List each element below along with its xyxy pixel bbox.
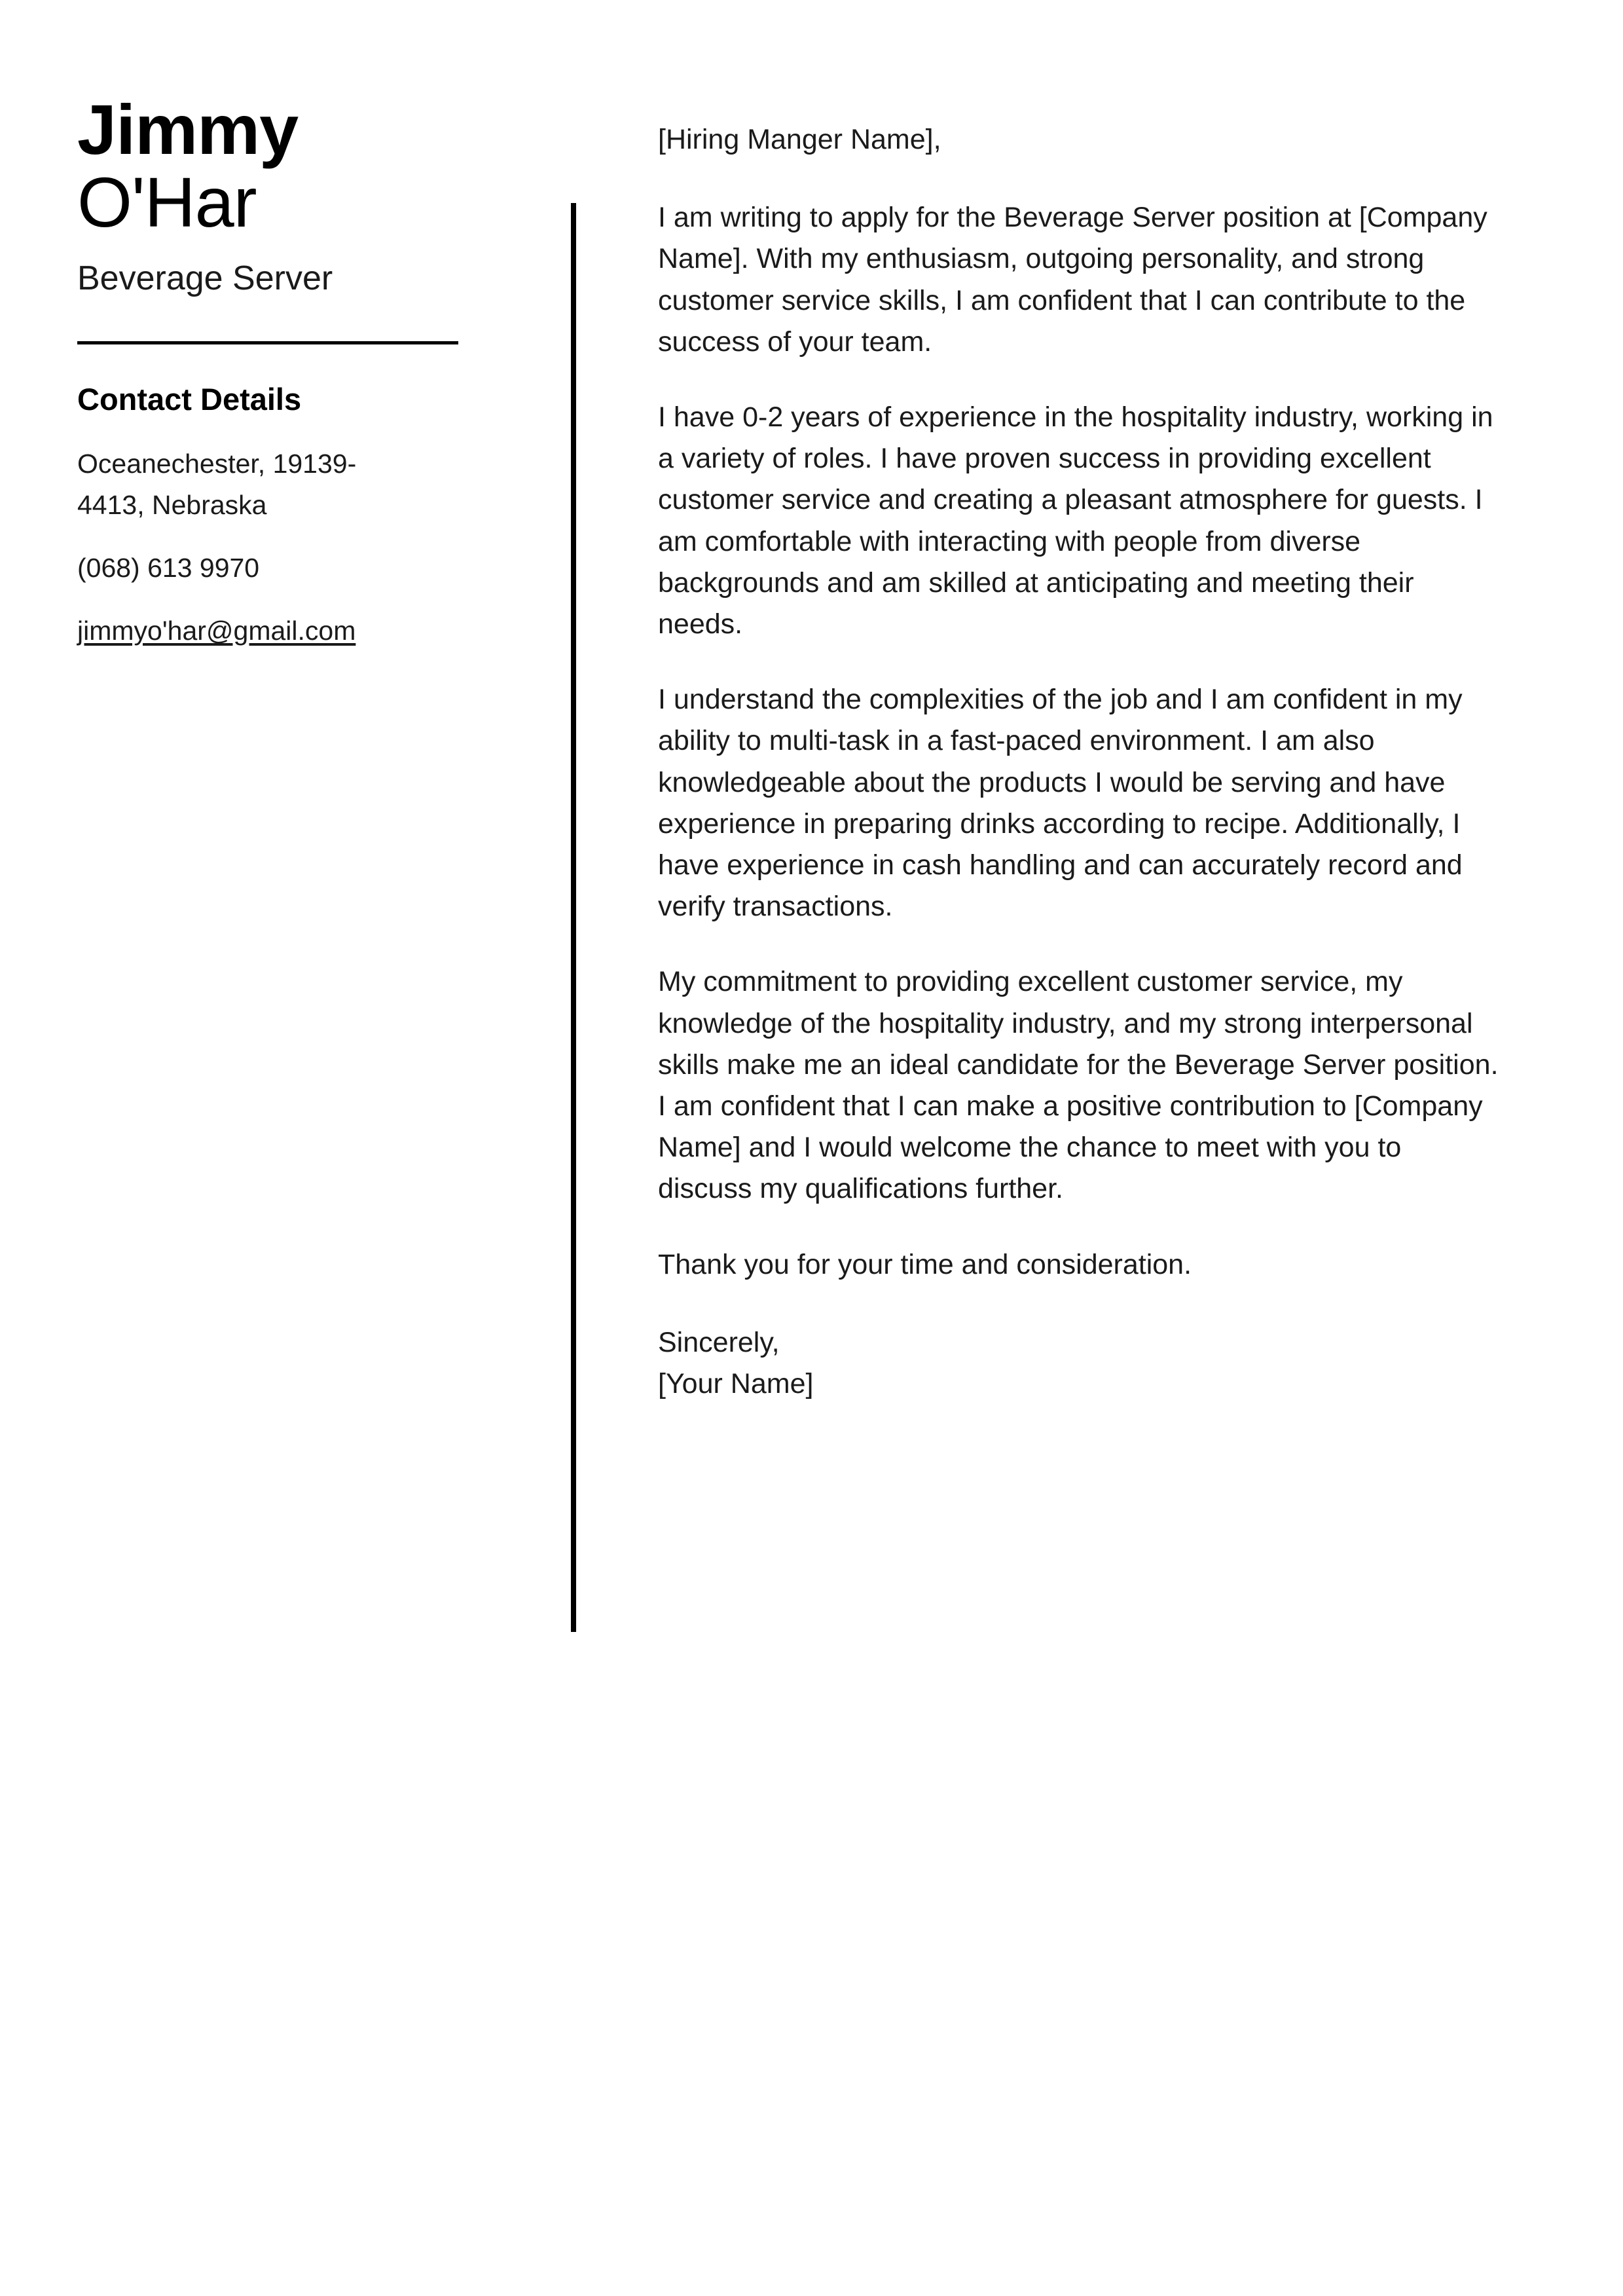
letter-paragraph-4: My commitment to providing excellent customer service, my knowledge of the hospitality industry, and my strong interpersonal skills make me an ideal candidate for the Beverage Server position. I am confident that I can make a positive contribution to [Company Name] and I would welcome the chance to meet with you to discuss my qualifications further.: [658, 966, 1499, 1205]
letter-paragraph-1: I am writing to apply for the Beverage Server position at [Company Name]. With my enthusiasm, outgoing personality, and strong customer service skills, I am confident that I can contribute to the success of your team.: [658, 202, 1487, 358]
candidate-job-title: Beverage Server: [77, 259, 333, 298]
contact-email[interactable]: jimmyo'har@gmail.com: [77, 616, 356, 646]
contact-phone[interactable]: (068) 613 9970: [77, 552, 260, 583]
sidebar: [77, 92, 496, 652]
candidate-last-name: O'Har: [77, 162, 257, 242]
letter-paragraph-3: I understand the complexities of the job and I am confident in my ability to multi-task in a fast-paced environment. I am also knowledgeable about the products I would be serving and have experience in preparing drinks according to recipe. Additionally, I have experience in cash handling and can accurately record and verify transactions.: [658, 684, 1463, 923]
letter-signoff-block: [658, 1322, 1503, 1405]
letter-salutation: [Hiring Manger Name],: [658, 124, 941, 155]
contact-details-heading: Contact Details: [77, 382, 302, 417]
letter-paragraph-2: I have 0-2 years of experience in the hospitality industry, working in a variety of roles. I have proven success in providing excellent customer service and creating a pleasant atmosphere for guests. I am comfortable with interacting with people from diverse backgrounds and am skilled at anticipating and meeting their needs.: [658, 401, 1493, 640]
contact-address: Oceanechester, 19139-4413, Nebraska: [77, 449, 357, 520]
column-divider-rule: [571, 203, 576, 1632]
letter-signoff: Sincerely,: [658, 1326, 780, 1358]
letter-thanks: Thank you for your time and consideration.: [658, 1248, 1192, 1280]
letter-signature-name: [Your Name]: [658, 1368, 814, 1400]
candidate-first-name: Jimmy: [77, 90, 299, 169]
letter-body: [658, 119, 1503, 1405]
candidate-name: [77, 92, 496, 240]
sidebar-divider-rule: [77, 341, 458, 344]
contact-details-list: [77, 443, 496, 651]
